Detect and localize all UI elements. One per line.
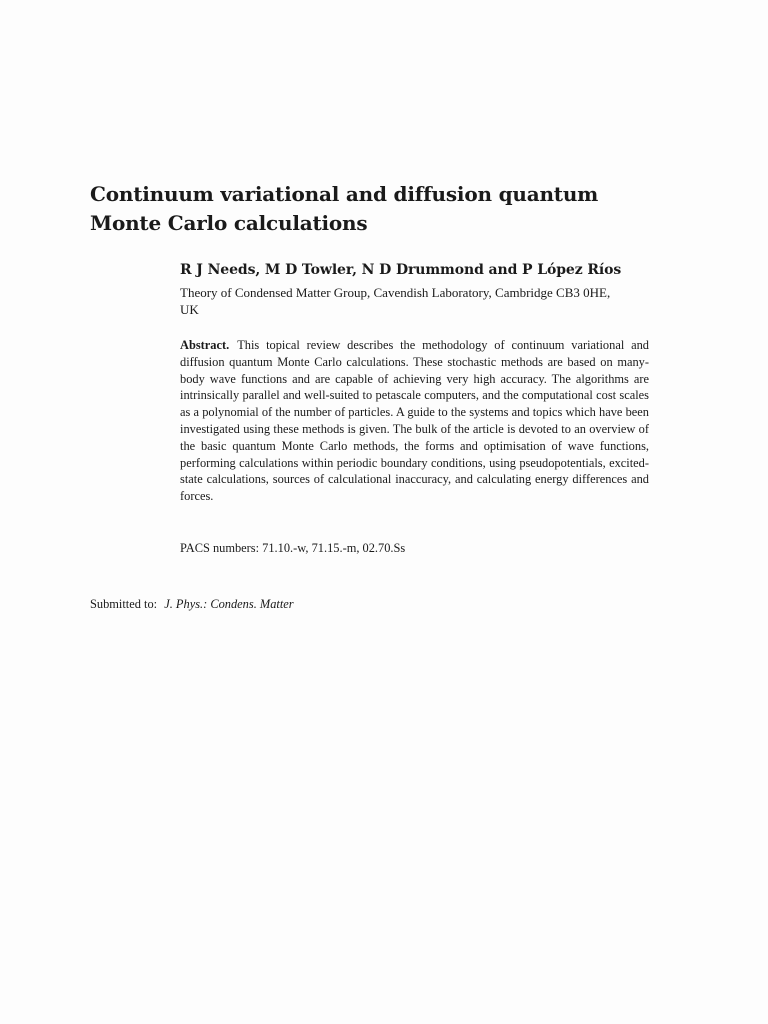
submission-note	[90, 596, 294, 613]
journal-name: J. Phys.: Condens. Matter	[164, 597, 294, 611]
pacs-numbers: PACS numbers: 71.10.-w, 71.15.-m, 02.70.Ss	[180, 541, 406, 555]
paper-title-line: Monte Carlo calculations	[90, 211, 368, 235]
abstract	[180, 337, 649, 505]
abstract-label: Abstract.	[180, 338, 230, 352]
submitted-label: Submitted to:	[90, 597, 158, 611]
paper-title-line: Continuum variational and diffusion quantum	[90, 182, 599, 206]
author-list: R J Needs, M D Towler, N D Drummond and P López Ríos	[180, 262, 622, 278]
affiliation-line: UK	[180, 302, 199, 317]
affiliation-line: Theory of Condensed Matter Group, Cavendish Laboratory, Cambridge CB3 0HE,	[180, 285, 611, 300]
paper-title	[90, 180, 650, 238]
abstract-text: This topical review describes the methodology of continuum variational and diffusion quantum Monte Carlo calculations. These stochastic methods are based on many-body wave functions and are capable of achieving very high accuracy. The algorithms are intrinsically parallel and well-suited to petascale computers, and the computational cost scales as a polynomial of the number of particles. A guide to the systems and topics which have been investigated using these methods is given. The bulk of the article is devoted to an overview of the basic quantum Monte Carlo methods, the forms and optimisation of wave functions, performing calculations within periodic boundary conditions, using pseudopotentials, excited-state calculations, sources of calculational inaccuracy, and calculating energy differences and forces.	[180, 338, 649, 504]
affiliation	[180, 284, 660, 318]
